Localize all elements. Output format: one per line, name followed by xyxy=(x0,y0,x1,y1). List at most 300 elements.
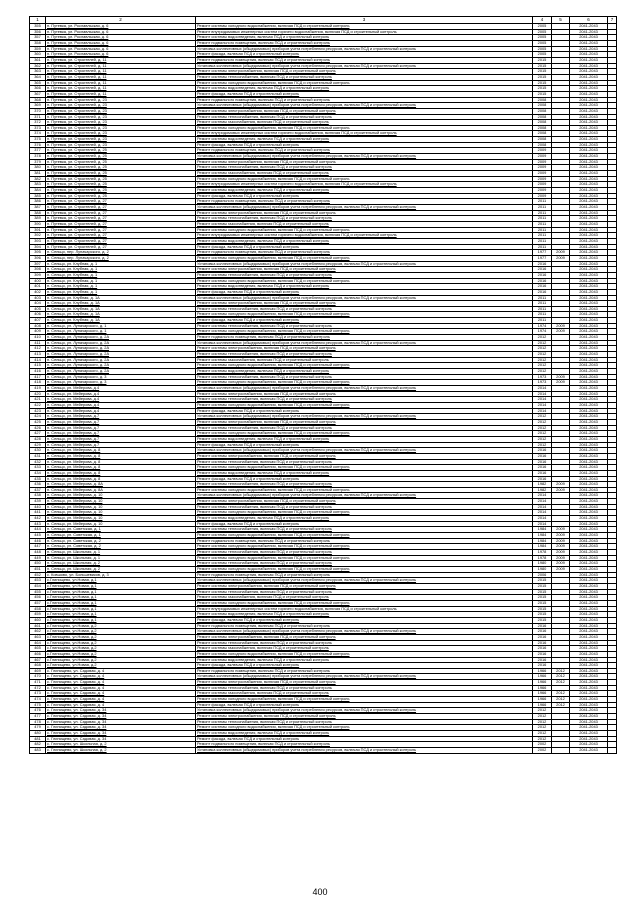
col-header-4: 4 xyxy=(533,17,552,24)
row-number-cell: 379 xyxy=(30,159,46,165)
work-type-cell: Ремонт подвального помещения, включая ПСД и строительный контроль xyxy=(196,668,533,674)
house-address-cell: п. Сельцо, ул. Мейерова, д. 8 xyxy=(46,476,196,482)
work-type-cell: Установка коллективных (общедомовых) приборов учета потребления ресурсов, включая ПСД и строительный контроль xyxy=(196,493,533,499)
year-built-cell: 2005 xyxy=(533,46,552,52)
planned-period-cell: 2041-2043 xyxy=(570,629,608,635)
year-built-cell: 1973 xyxy=(533,374,552,380)
house-address-cell: п. Путевка, ул. Строителей, д. 11 xyxy=(46,57,196,63)
year-renovated-cell: 2012 xyxy=(552,702,570,708)
house-address-cell: п. Сельцо, ул. Мейерова, д. 8 xyxy=(46,453,196,459)
planned-period-cell: 2041-2043 xyxy=(570,714,608,720)
year-built-cell: 2016 xyxy=(533,272,552,278)
row-number-cell: 437 xyxy=(30,487,46,493)
work-type-cell: Ремонт системы теплоснабжения, включая ПСД и строительный контроль xyxy=(196,685,533,691)
work-type-cell: Ремонт системы теплоснабжения, включая ПСД и строительный контроль xyxy=(196,352,533,358)
house-address-cell: п. Путевка, ул. Строителей, д. 23 xyxy=(46,131,196,137)
year-built-cell: 2005 xyxy=(533,40,552,46)
planned-period-cell: 2041-2043 xyxy=(570,748,608,754)
planned-period-cell: 2041-2043 xyxy=(570,742,608,748)
work-type-cell: Ремонт системы теплоснабжения, включая ПСД и строительный контроль xyxy=(196,323,533,329)
planned-period-cell: 2041-2043 xyxy=(570,103,608,109)
row-number-cell: 370 xyxy=(30,108,46,114)
planned-period-cell: 2041-2043 xyxy=(570,646,608,652)
work-type-cell: Ремонт подвального помещения, включая ПСД и строительный контроль xyxy=(196,572,533,578)
work-type-cell: Установка коллективных (общедомовых) приборов учета потребления ресурсов, включая ПСД и строительный контроль xyxy=(196,205,533,211)
row-number-cell: 477 xyxy=(30,714,46,720)
year-renovated-cell: 2009 xyxy=(552,487,570,493)
work-type-cell: Ремонт системы водоотведения, включая ПСД и строительный контроль xyxy=(196,612,533,618)
row-number-cell: 392 xyxy=(30,233,46,239)
year-built-cell: 2014 xyxy=(533,493,552,499)
work-type-cell: Ремонт системы водоотведения, включая ПСД и строительный контроль xyxy=(196,35,533,41)
year-built-cell: 2011 xyxy=(533,301,552,307)
work-type-cell: Ремонт системы холодного водоснабжения, включая ПСД и строительный контроль xyxy=(196,487,533,493)
year-built-cell: 1966 xyxy=(533,680,552,686)
house-address-cell: п. Путевка, ул. Строителей, д. 27 xyxy=(46,244,196,250)
planned-period-cell: 2041-2043 xyxy=(570,634,608,640)
house-address-cell: п. Сельцо, ул. Луначарского, д. 3 xyxy=(46,374,196,380)
year-built-cell: 2012 xyxy=(533,714,552,720)
planned-period-cell: 2041-2043 xyxy=(570,131,608,137)
year-built-cell: 2011 xyxy=(533,306,552,312)
house-address-cell: п. Путевка, ул. Строителей, д. 25 xyxy=(46,159,196,165)
house-address-cell: п. Путевка, ул. Строителей, д. 23 xyxy=(46,97,196,103)
planned-period-cell: 2041-2043 xyxy=(570,663,608,669)
year-built-cell: 2014 xyxy=(533,504,552,510)
planned-period-cell: 2041-2043 xyxy=(570,465,608,471)
house-address-cell: п. Сельцо, ул. Мейерова, д. 8 xyxy=(46,448,196,454)
planned-period-cell: 2041-2043 xyxy=(570,572,608,578)
row-number-cell: 479 xyxy=(30,725,46,731)
house-address-cell: п. Путевка, ул. Строителей, д. 11 xyxy=(46,86,196,92)
planned-period-cell: 2041-2043 xyxy=(570,589,608,595)
year-built-cell: 2015 xyxy=(533,63,552,69)
planned-period-cell: 2041-2043 xyxy=(570,391,608,397)
work-type-cell: Установка коллективных (общедомовых) приборов учета потребления ресурсов, включая ПСД и строительный контроль xyxy=(196,261,533,267)
planned-period-cell: 2041-2043 xyxy=(570,499,608,505)
work-type-cell: Ремонт фасада, включая ПСД и строительный контроль xyxy=(196,193,533,199)
house-address-cell: п. Сельцо, ул. Мейерова, д.7 xyxy=(46,414,196,420)
row-number-cell: 361 xyxy=(30,57,46,63)
planned-period-cell: 2041-2043 xyxy=(570,35,608,41)
house-address-cell: с.Глинищево, ул.Новая, д.1 xyxy=(46,617,196,623)
year-built-cell: 2016 xyxy=(533,476,552,482)
year-built-cell: 1984 xyxy=(533,527,552,533)
row-number-cell: 470 xyxy=(30,674,46,680)
work-type-cell: Ремонт системы газоснабжения, включая ПСД и строительный контроль xyxy=(196,171,533,177)
house-address-cell: п. Сельцо, ул. Клубная, д. 1 xyxy=(46,284,196,290)
work-type-cell: Ремонт системы теплоснабжения, включая ПСД и строительный контроль xyxy=(196,482,533,488)
house-address-cell: п. Путевка, ул. Строителей, д. 23 xyxy=(46,120,196,126)
year-built-cell: 1978 xyxy=(533,550,552,556)
col-header-2: 2 xyxy=(46,17,196,24)
work-type-cell: Ремонт системы теплоснабжения, включая ПСД и строительный контроль xyxy=(196,74,533,80)
work-type-cell: Ремонт подвального помещения, включая ПСД и строительный контроль xyxy=(196,199,533,205)
row-number-cell: 365 xyxy=(30,80,46,86)
house-address-cell: п. Сельцо, ул. Мейерова, д. 8А xyxy=(46,482,196,488)
year-built-cell: 2014 xyxy=(533,510,552,516)
year-built-cell: 2014 xyxy=(533,397,552,403)
row-number-cell: 406 xyxy=(30,312,46,318)
work-type-cell: Ремонт подвального помещения, включая ПСД и строительный контроль xyxy=(196,57,533,63)
work-type-cell: Ремонт фасада, включая ПСД и строительный контроль xyxy=(196,663,533,669)
row-number-cell: 381 xyxy=(30,171,46,177)
row-number-cell: 374 xyxy=(30,131,46,137)
row-number-cell: 364 xyxy=(30,74,46,80)
year-built-cell: 2009 xyxy=(533,188,552,194)
year-built-cell: 2015 xyxy=(533,612,552,618)
planned-period-cell: 2041-2043 xyxy=(570,210,608,216)
planned-period-cell: 2041-2043 xyxy=(570,685,608,691)
work-type-cell: Ремонт системы холодного водоснабжения, включая ПСД и строительный контроль xyxy=(196,125,533,131)
year-built-cell: 2016 xyxy=(533,284,552,290)
row-number-cell: 388 xyxy=(30,210,46,216)
planned-period-cell: 2041-2043 xyxy=(570,516,608,522)
planned-period-cell: 2041-2043 xyxy=(570,29,608,35)
year-built-cell: 2009 xyxy=(533,159,552,165)
planned-period-cell: 2041-2043 xyxy=(570,453,608,459)
house-address-cell: п. Путевка, ул. Строителей, д. 25 xyxy=(46,171,196,177)
work-type-cell: Ремонт системы холодного водоснабжения, включая ПСД и строительный контроль xyxy=(196,329,533,335)
row-number-cell: 455 xyxy=(30,589,46,595)
planned-period-cell: 2041-2043 xyxy=(570,261,608,267)
row-number-cell: 446 xyxy=(30,538,46,544)
work-type-cell: Ремонт системы водоотведения, включая ПСД и строительный контроль xyxy=(196,516,533,522)
year-built-cell: 2016 xyxy=(533,651,552,657)
house-address-cell: с.Глинищево, ул.Новая, д.2 xyxy=(46,651,196,657)
planned-period-cell: 2041-2043 xyxy=(570,159,608,165)
house-address-cell: п. Путевка, ул. Строителей, д. 27 xyxy=(46,205,196,211)
row-number-cell: 418 xyxy=(30,380,46,386)
house-address-cell: с.Глинищево, ул.Новая, д.2 xyxy=(46,634,196,640)
work-type-cell: Установка коллективных (общедомовых) приборов учета потребления ресурсов, включая ПСД и строительный контроль xyxy=(196,63,533,69)
row-number-cell: 426 xyxy=(30,425,46,431)
house-address-cell: п. Сельцо, ул. Советская, д. 1 xyxy=(46,527,196,533)
house-address-cell: п. Сельцо, ул. Луначарского, д. 2А xyxy=(46,340,196,346)
row-number-cell: 476 xyxy=(30,708,46,714)
work-type-cell: Ремонт системы электроснабжения, включая ПСД и строительный контроль xyxy=(196,301,533,307)
house-address-cell: с.Глинищево, ул.Новая, д.2 xyxy=(46,640,196,646)
house-address-cell: с. Глинищево, ул. Садовая, д. 34 xyxy=(46,708,196,714)
year-built-cell: 1974 xyxy=(533,323,552,329)
work-type-cell: Установка коллективных (общедомовых) приборов учета потребления ресурсов, включая ПСД и строительный контроль xyxy=(196,414,533,420)
work-type-cell: Ремонт системы электроснабжения, включая ПСД и строительный контроль xyxy=(196,210,533,216)
planned-period-cell: 2041-2043 xyxy=(570,708,608,714)
row-number-cell: 438 xyxy=(30,493,46,499)
row-number-cell: 393 xyxy=(30,238,46,244)
year-renovated-cell: 2009 xyxy=(552,550,570,556)
work-type-cell: Ремонт системы теплоснабжения, включая ПСД и строительный контроль xyxy=(196,640,533,646)
year-built-cell: 1984 xyxy=(533,544,552,550)
year-built-cell: 2015 xyxy=(533,86,552,92)
planned-period-cell: 2041-2043 xyxy=(570,301,608,307)
work-type-cell: Ремонт системы газоснабжения, включая ПСД и строительный контроль xyxy=(196,357,533,363)
row-number-cell: 415 xyxy=(30,363,46,369)
house-address-cell: п. Путевка, ул. Рославльская, д. 6 xyxy=(46,29,196,35)
planned-period-cell: 2041-2043 xyxy=(570,674,608,680)
row-number-cell: 391 xyxy=(30,227,46,233)
planned-period-cell: 2041-2043 xyxy=(570,74,608,80)
planned-period-cell: 2041-2043 xyxy=(570,340,608,346)
row-number-cell: 443 xyxy=(30,521,46,527)
planned-period-cell: 2041-2043 xyxy=(570,731,608,737)
year-built-cell: 2006 xyxy=(533,572,552,578)
work-type-cell: Ремонт системы электроснабжения, включая ПСД и строительный контроль xyxy=(196,69,533,75)
work-type-cell: Ремонт системы холодного водоснабжения, включая ПСД и строительный контроль xyxy=(196,176,533,182)
row-number-cell: 448 xyxy=(30,550,46,556)
house-address-cell: с. Глинищево, ул. Школьная, д. 2 xyxy=(46,742,196,748)
house-address-cell: п. Сельцо, ул. Луначарского, д. 1 xyxy=(46,329,196,335)
work-type-cell: Установка коллективных (общедомовых) приборов учета потребления ресурсов, включая ПСД и строительный контроль xyxy=(196,448,533,454)
year-built-cell: 2011 xyxy=(533,233,552,239)
planned-period-cell: 2041-2043 xyxy=(570,171,608,177)
year-built-cell: 2012 xyxy=(533,335,552,341)
planned-period-cell: 2041-2043 xyxy=(570,680,608,686)
house-address-cell: п. Путевка, ул. Строителей, д. 25 xyxy=(46,188,196,194)
row-number-cell: 435 xyxy=(30,476,46,482)
work-type-cell: Ремонт системы водоотведения, включая ПСД и строительный контроль xyxy=(196,436,533,442)
work-type-cell: Ремонт фасада, включая ПСД и строительный контроль xyxy=(196,52,533,58)
house-address-cell: п. Сельцо, ул. Мейерова, д.4 xyxy=(46,391,196,397)
year-built-cell: 2008 xyxy=(533,142,552,148)
house-address-cell: п. Путевка, ул. Строителей, д. 25 xyxy=(46,165,196,171)
house-address-cell: п. Путевка, ул. Строителей, д. 11 xyxy=(46,63,196,69)
row-number-cell: 385 xyxy=(30,193,46,199)
year-built-cell: 1980 xyxy=(533,561,552,567)
work-type-cell: Ремонт подвального помещения, включая ПСД и строительный контроль xyxy=(196,40,533,46)
house-address-cell: с.Глинищево, ул.Новая, д.1 xyxy=(46,600,196,606)
planned-period-cell: 2041-2043 xyxy=(570,719,608,725)
year-built-cell: 2015 xyxy=(533,69,552,75)
work-type-cell: Ремонт системы теплоснабжения, включая ПСД и строительный контроль xyxy=(196,589,533,595)
row-number-cell: 375 xyxy=(30,137,46,143)
house-address-cell: п. Сельцо, ул. Мейерова, д. 10 xyxy=(46,521,196,527)
work-type-cell: Ремонт системы газоснабжения, включая ПСД и строительный контроль xyxy=(196,120,533,126)
house-address-cell: п. Сельцо, ул. Мейерова, д.4 xyxy=(46,408,196,414)
year-built-cell: 2012 xyxy=(533,719,552,725)
work-type-cell: Ремонт системы водоотведения, включая ПСД и строительный контроль xyxy=(196,238,533,244)
work-type-cell: Ремонт системы теплоснабжения, включая ПСД и строительный контроль xyxy=(196,504,533,510)
planned-period-cell: 2041-2043 xyxy=(570,238,608,244)
work-type-cell: Ремонт системы холодного водоснабжения, включая ПСД и строительный контроль xyxy=(196,227,533,233)
row-number-cell: 403 xyxy=(30,295,46,301)
col-header-3: 3 xyxy=(196,17,533,24)
year-renovated-cell: 2009 xyxy=(552,567,570,573)
year-built-cell: 2008 xyxy=(533,120,552,126)
row-number-cell: 359 xyxy=(30,46,46,52)
house-address-cell: с. Глинищево, ул. Садовая, д. 34 xyxy=(46,714,196,720)
planned-period-cell: 2041-2043 xyxy=(570,24,608,30)
work-type-cell: Ремонт системы водоотведения, включая ПСД и строительный контроль xyxy=(196,86,533,92)
year-built-cell: 2015 xyxy=(533,617,552,623)
work-type-cell: Ремонт фасада, включая ПСД и строительный контроль xyxy=(196,91,533,97)
year-built-cell: 2015 xyxy=(533,595,552,601)
house-address-cell: п. Сельцо, ул. Клубная, д. 1А xyxy=(46,318,196,324)
work-type-cell: Ремонт подвального помещения, включая ПСД и строительный контроль xyxy=(196,250,533,256)
planned-period-cell: 2041-2043 xyxy=(570,148,608,154)
work-type-cell: Установка коллективных (общедомовых) приборов учета потребления ресурсов, включая ПСД и строительный контроль xyxy=(196,46,533,52)
row-number-cell: 416 xyxy=(30,369,46,375)
work-type-cell: Установка коллективных (общедомовых) приборов учета потребления ресурсов, включая ПСД и строительный контроль xyxy=(196,154,533,160)
row-number-cell: 461 xyxy=(30,623,46,629)
year-built-cell: 2016 xyxy=(533,289,552,295)
year-renovated-cell xyxy=(552,748,570,754)
work-type-cell: Ремонт системы холодного водоснабжения, включая ПСД и строительный контроль xyxy=(196,725,533,731)
row-number-cell: 469 xyxy=(30,668,46,674)
work-type-cell: Установка коллективных (общедомовых) приборов учета потребления ресурсов, включая ПСД и строительный контроль xyxy=(196,748,533,754)
row-number-cell: 368 xyxy=(30,97,46,103)
house-address-cell: п. Сельцо, ул. Луначарского, д. 2А xyxy=(46,363,196,369)
house-address-cell: п. Путевка, ул. Строителей, д. 27 xyxy=(46,210,196,216)
planned-period-cell: 2041-2043 xyxy=(570,114,608,120)
work-type-cell: Ремонт системы теплоснабжения, включая ПСД и строительный контроль xyxy=(196,527,533,533)
work-type-cell: Ремонт системы водоотведения, включая ПСД и строительный контроль xyxy=(196,657,533,663)
year-built-cell: 2012 xyxy=(533,352,552,358)
house-address-cell: с. Глинищево, ул. Садовая, д. 34 xyxy=(46,725,196,731)
work-type-cell: Ремонт системы холодного водоснабжения, включая ПСД и строительный контроль xyxy=(196,651,533,657)
year-renovated-cell: 2009 xyxy=(552,482,570,488)
year-built-cell: 2014 xyxy=(533,391,552,397)
work-type-cell: Ремонт системы газоснабжения, включая ПСД и строительный контроль xyxy=(196,221,533,227)
planned-period-cell: 2041-2043 xyxy=(570,221,608,227)
row-number-cell: 444 xyxy=(30,527,46,533)
planned-period-cell: 2041-2043 xyxy=(570,402,608,408)
planned-period-cell: 2041-2043 xyxy=(570,414,608,420)
house-address-cell: с.Глинищево, ул.Новая, д.1 xyxy=(46,589,196,595)
house-address-cell: п. Сельцо, ул. Мейерова, д. 10 xyxy=(46,516,196,522)
row-number-cell: 373 xyxy=(30,125,46,131)
house-address-cell: п. Сельцо, ул. Клубная, д. 1 xyxy=(46,261,196,267)
work-type-cell: Ремонт системы электроснабжения, включая ПСД и строительный контроль xyxy=(196,419,533,425)
house-address-cell: с. Глинищево, ул. Садовая, д. 34 xyxy=(46,736,196,742)
planned-period-cell: 2041-2043 xyxy=(570,459,608,465)
work-type-cell: Ремонт системы теплоснабжения, включая ПСД и строительный контроль xyxy=(196,374,533,380)
work-type-cell: Ремонт системы холодного водоснабжения, включая ПСД и строительный контроль xyxy=(196,312,533,318)
planned-period-cell: 2041-2043 xyxy=(570,63,608,69)
work-type-cell: Установка коллективных (общедомовых) приборов учета потребления ресурсов, включая ПСД и строительный контроль xyxy=(196,103,533,109)
year-built-cell: 1966 xyxy=(533,697,552,703)
row-number-cell: 430 xyxy=(30,448,46,454)
year-built-cell: 2011 xyxy=(533,221,552,227)
house-address-cell: п. Сельцо, ул. Советская, д. 2 xyxy=(46,544,196,550)
planned-period-cell: 2041-2043 xyxy=(570,188,608,194)
house-address-cell: п. Сельцо, ул. Школьная, д. 2 xyxy=(46,567,196,573)
col-header-7: 7 xyxy=(608,17,617,24)
planned-period-cell: 2041-2043 xyxy=(570,702,608,708)
year-built-cell: 2005 xyxy=(533,35,552,41)
planned-period-cell: 2041-2043 xyxy=(570,323,608,329)
year-renovated-cell: 2009 xyxy=(552,374,570,380)
row-number-cell: 398 xyxy=(30,267,46,273)
house-address-cell: п. Путевка, ул. Рославльская, д. 6 xyxy=(46,24,196,30)
house-address-cell: с.Глинищево, ул.Новая, д.1 xyxy=(46,606,196,612)
planned-period-cell: 2041-2043 xyxy=(570,419,608,425)
house-address-cell: п. Сельцо, ул. Луначарского, д. 2А xyxy=(46,335,196,341)
row-number-cell: 466 xyxy=(30,651,46,657)
planned-period-cell: 2041-2043 xyxy=(570,46,608,52)
row-number-cell: 400 xyxy=(30,278,46,284)
row-number-cell: 427 xyxy=(30,431,46,437)
work-type-cell: Ремонт системы холодного водоснабжения, включая ПСД и строительный контроль xyxy=(196,24,533,30)
work-type-cell: Ремонт внутридомовых инженерных систем горячего водоснабжения, включая ПСД и строительный контроль xyxy=(196,131,533,137)
row-number-cell: 464 xyxy=(30,640,46,646)
year-renovated-cell: 2009 xyxy=(552,555,570,561)
house-address-cell: п. Сельцо, ул. Клубная, д. 1А xyxy=(46,295,196,301)
work-type-cell: Ремонт системы теплоснабжения, включая ПСД и строительный контроль xyxy=(196,719,533,725)
year-built-cell: 2015 xyxy=(533,91,552,97)
house-address-cell: п. Сельцо, ул. Советская, д. 2 xyxy=(46,538,196,544)
house-address-cell: с.Глинищево, ул.Новая, д.2 xyxy=(46,646,196,652)
house-address-cell: п. Путевка, ул. Строителей, д. 27 xyxy=(46,227,196,233)
house-address-cell: с. Глинищево, ул. Садовая, д. 4 xyxy=(46,697,196,703)
year-built-cell: 1966 xyxy=(533,685,552,691)
year-built-cell: 2009 xyxy=(533,148,552,154)
planned-period-cell: 2041-2043 xyxy=(570,250,608,256)
year-built-cell: 2012 xyxy=(533,363,552,369)
work-type-cell: Ремонт системы электроснабжения, включая ПСД и строительный контроль xyxy=(196,159,533,165)
house-address-cell: п. Путевка, ул. Рославльская, д. 6 xyxy=(46,40,196,46)
work-type-cell: Установка коллективных (общедомовых) приборов учета потребления ресурсов, включая ПСД и строительный контроль xyxy=(196,629,533,635)
work-type-cell: Ремонт фасада, включая ПСД и строительный контроль xyxy=(196,442,533,448)
house-address-cell: п. Путевка, ул. Строителей, д. 25 xyxy=(46,193,196,199)
planned-period-cell: 2041-2043 xyxy=(570,380,608,386)
row-number-cell: 473 xyxy=(30,691,46,697)
planned-period-cell: 2041-2043 xyxy=(570,533,608,539)
year-built-cell: 2015 xyxy=(533,80,552,86)
work-type-cell: Ремонт системы водоотведения, включая ПСД и строительный контроль xyxy=(196,137,533,143)
planned-period-cell: 2041-2043 xyxy=(570,352,608,358)
planned-period-cell: 2041-2043 xyxy=(570,69,608,75)
year-built-cell: 2005 xyxy=(533,29,552,35)
row-number-cell: 458 xyxy=(30,606,46,612)
house-address-cell: п. Путевка, ул. Строителей, д. 11 xyxy=(46,69,196,75)
row-number-cell: 384 xyxy=(30,188,46,194)
planned-period-cell: 2041-2043 xyxy=(570,57,608,63)
year-built-cell: 2011 xyxy=(533,210,552,216)
row-number-cell: 480 xyxy=(30,731,46,737)
year-built-cell: 1966 xyxy=(533,674,552,680)
house-address-cell: п. Сельцо, ул. Мейерова, д.7 xyxy=(46,442,196,448)
row-number-cell: 453 xyxy=(30,578,46,584)
work-type-cell: Ремонт подвального помещения, включая ПСД и строительный контроль xyxy=(196,97,533,103)
year-built-cell: 2016 xyxy=(533,646,552,652)
row-number-cell: 366 xyxy=(30,86,46,92)
year-built-cell: 2015 xyxy=(533,600,552,606)
planned-period-cell: 2041-2043 xyxy=(570,142,608,148)
work-type-cell: Ремонт фасада, включая ПСД и строительный контроль xyxy=(196,244,533,250)
row-number-cell: 465 xyxy=(30,646,46,652)
year-built-cell: 2015 xyxy=(533,589,552,595)
work-type-cell: Ремонт системы холодного водоснабжения, включая ПСД и строительный контроль xyxy=(196,555,533,561)
work-type-cell: Ремонт системы водоотведения, включая ПСД и строительный контроль xyxy=(196,369,533,375)
planned-period-cell: 2041-2043 xyxy=(570,550,608,556)
year-built-cell: 1982 xyxy=(533,487,552,493)
row-number-cell: 405 xyxy=(30,306,46,312)
year-built-cell: 2016 xyxy=(533,261,552,267)
year-built-cell: 1980 xyxy=(533,567,552,573)
house-address-cell: п. Сельцо, ул. Мейерова, д. 8 xyxy=(46,459,196,465)
year-built-cell: 2009 xyxy=(533,193,552,199)
work-type-cell: Ремонт системы электроснабжения, включая ПСД и строительный контроль xyxy=(196,714,533,720)
work-type-cell: Ремонт системы холодного водоснабжения, включая ПСД и строительный контроль xyxy=(196,363,533,369)
year-built-cell: 2016 xyxy=(533,470,552,476)
work-type-cell: Ремонт системы водоотведения, включая ПСД и строительный контроль xyxy=(196,284,533,290)
year-built-cell: 1973 xyxy=(533,380,552,386)
year-built-cell: 2012 xyxy=(533,731,552,737)
work-type-cell: Ремонт системы электроснабжения, включая ПСД и строительный контроль xyxy=(196,267,533,273)
house-address-cell: п. Сельцо, ул. Мейерова, д.4 xyxy=(46,402,196,408)
row-number-cell: 445 xyxy=(30,533,46,539)
